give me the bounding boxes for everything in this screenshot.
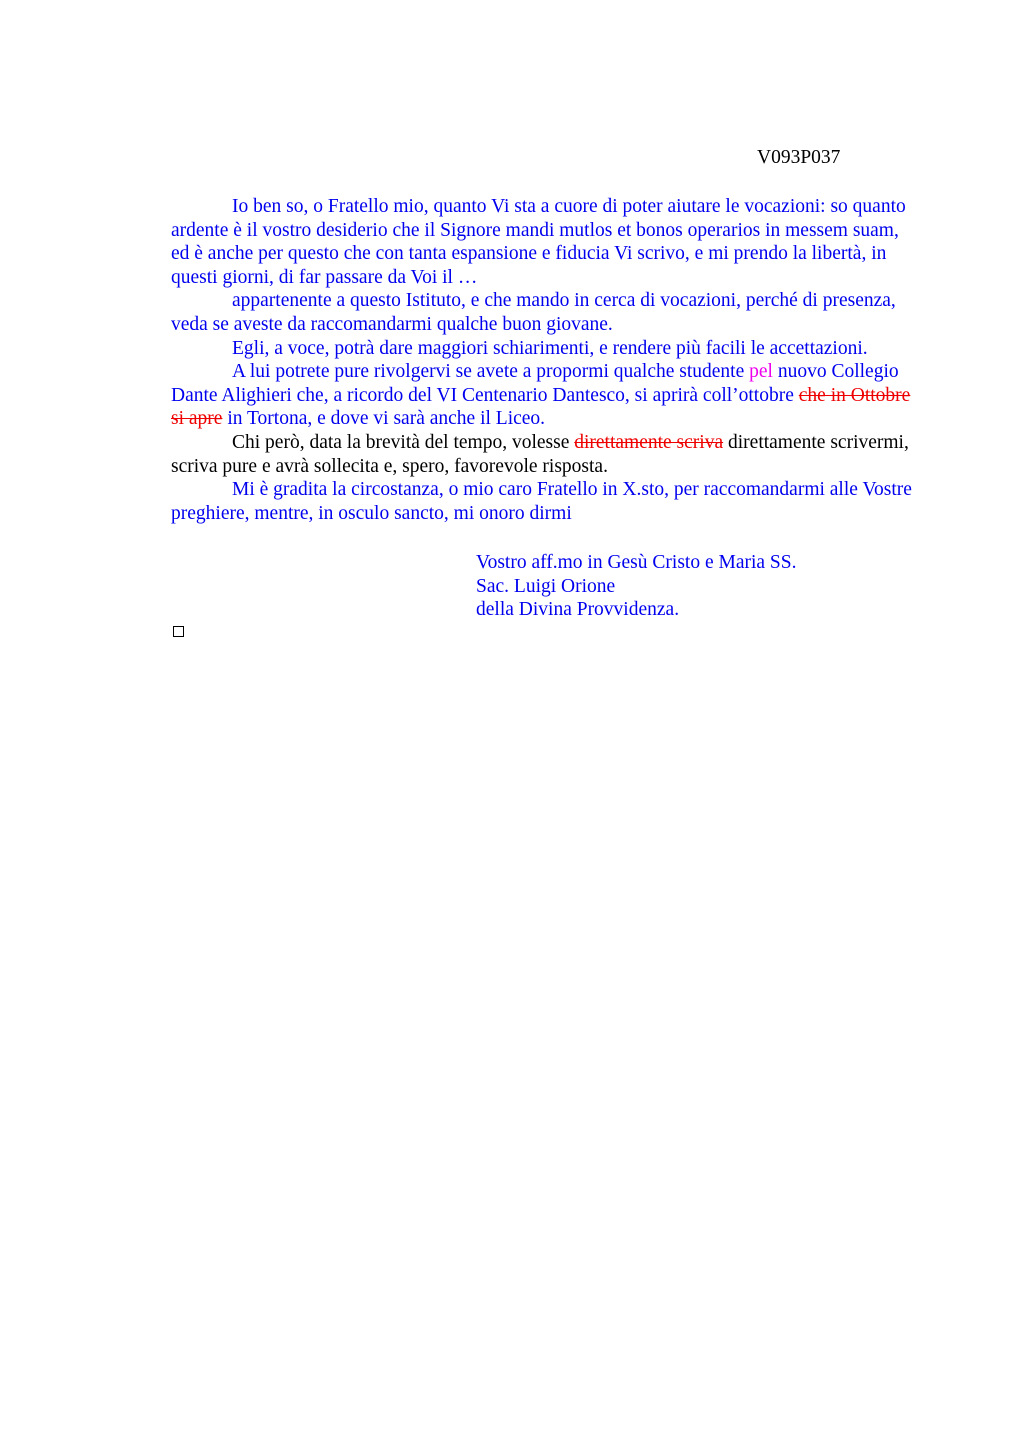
paragraph-5-text-a: Chi però, data la brevità del tempo, volesse bbox=[232, 431, 575, 453]
paragraph-4-text-c: in Tortona, e dove vi sarà anche il Liceo. bbox=[222, 408, 546, 430]
paragraph-5-text-b: direttamente scrivermi, scriva pure e avrà sollecita e, spero, favorevole risposta. bbox=[171, 431, 909, 477]
signature-block bbox=[476, 551, 796, 622]
paragraph-4 bbox=[171, 360, 913, 431]
signer-congregation: della Divina Provvidenza. bbox=[476, 599, 680, 621]
letter-body bbox=[171, 195, 913, 525]
paragraph-3: Egli, a voce, potrà dare maggiori schiarimenti, e rendere più facili le accettazioni. bbox=[232, 337, 868, 359]
empty-square-icon bbox=[173, 626, 184, 637]
page-reference: V093P037 bbox=[757, 147, 841, 168]
paragraph-2: appartenente a questo Istituto, e che mando in cerca di vocazioni, perché di presenza, veda se aveste da raccomandarmi qualche buon giovane. bbox=[171, 290, 896, 335]
deleted-text: direttamente scriva bbox=[574, 431, 724, 453]
closing-salutation: Vostro aff.mo in Gesù Cristo e Maria SS. bbox=[476, 552, 797, 573]
paragraph-6: Mi è gradita la circostanza, o mio caro Fratello in X.sto, per raccomandarmi alle Vostre preghiere, mentre, in osculo sancto, mi onoro dirmi bbox=[171, 479, 912, 524]
paragraph-4-text-b: nuovo Collegio Dante Alighieri che, a ricordo del VI Centenario Dantesco, si aprirà coll’ottobre bbox=[171, 361, 899, 406]
deleted-text: che in Ottobre si apre bbox=[171, 384, 911, 430]
signer-name: Sac. Luigi Orione bbox=[476, 575, 616, 597]
inserted-word: pel bbox=[749, 361, 773, 383]
paragraph-1: Io ben so, o Fratello mio, quanto Vi sta a cuore di poter aiutare le vocazioni: so quanto ardente è il vostro desiderio che il Signore mandi mutlos et bonos operarios in messem suam, ed è anche per questo che con tanta espansione e fiducia Vi scrivo, e mi prendo la libertà, in questi giorni, di far passare da Voi il … bbox=[171, 196, 906, 288]
paragraph-5 bbox=[171, 431, 913, 478]
paragraph-4-text-a: A lui potrete pure rivolgervi se avete a propormi qualche studente bbox=[232, 361, 750, 383]
